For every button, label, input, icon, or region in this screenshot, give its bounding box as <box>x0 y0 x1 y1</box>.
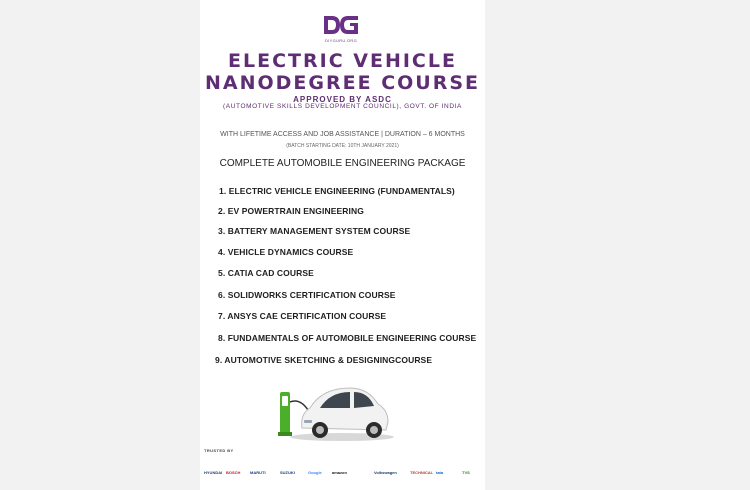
title-line-1: ELECTRIC VEHICLE <box>228 50 457 72</box>
brand-logo: TECHNICAL <box>410 470 434 475</box>
brand-logo: tata <box>436 470 444 475</box>
brand-logo: amazon <box>332 470 347 475</box>
course-item-1: 1. ELECTRIC VEHICLE ENGINEERING (FUNDAMENTALS) <box>219 186 455 196</box>
brand-logo: HYUNDAI <box>204 470 223 475</box>
brand-logos-row <box>204 468 479 482</box>
logo-subtitle: DIYGURU.ORG <box>325 38 357 43</box>
approved-org: (AUTOMOTIVE SKILLS DEVELOPMENT COUNCIL), GOVT. OF INDIA <box>223 103 462 110</box>
package-title: COMPLETE AUTOMOBILE ENGINEERING PACKAGE <box>219 158 466 169</box>
course-item-3: 3. BATTERY MANAGEMENT SYSTEM COURSE <box>218 226 411 236</box>
brand-logo: SUZUKI <box>280 470 295 475</box>
brand-logo: Google <box>308 470 322 475</box>
access-line: WITH LIFETIME ACCESS AND JOB ASSISTANCE | DURATION – 6 MONTHS <box>220 131 465 138</box>
electric-car-image <box>270 380 400 442</box>
course-item-4: 4. VEHICLE DYNAMICS COURSE <box>218 247 354 257</box>
course-item-9: 9. AUTOMOTIVE SKETCHING & DESIGNINGCOURSE <box>215 355 433 365</box>
trusted-by-label: TRUSTED BY <box>204 448 234 453</box>
course-item-8: 8. FUNDAMENTALS OF AUTOMOBILE ENGINEERING COURSE <box>218 333 477 343</box>
course-item-6: 6. SOLIDWORKS CERTIFICATION COURSE <box>218 290 396 300</box>
course-item-7: 7. ANSYS CAE CERTIFICATION COURSE <box>218 311 387 321</box>
brand-logo: BOSCH <box>226 470 241 475</box>
course-item-5: 5. CATIA CAD COURSE <box>218 268 314 278</box>
approved-line: APPROVED BY ASDC <box>293 95 392 104</box>
title-line-2: NANODEGREE COURSE <box>204 72 481 94</box>
white-block <box>220 366 282 380</box>
brand-logo: MARUTI <box>250 470 266 475</box>
batch-line: (BATCH STARTING DATE: 10TH JANUARY 2021) <box>286 143 399 149</box>
brand-logo: TVS <box>462 470 470 475</box>
brand-logo: Volkswagen <box>374 470 397 475</box>
white-bar <box>258 116 426 128</box>
course-item-2: 2. EV POWERTRAIN ENGINEERING <box>218 206 364 216</box>
